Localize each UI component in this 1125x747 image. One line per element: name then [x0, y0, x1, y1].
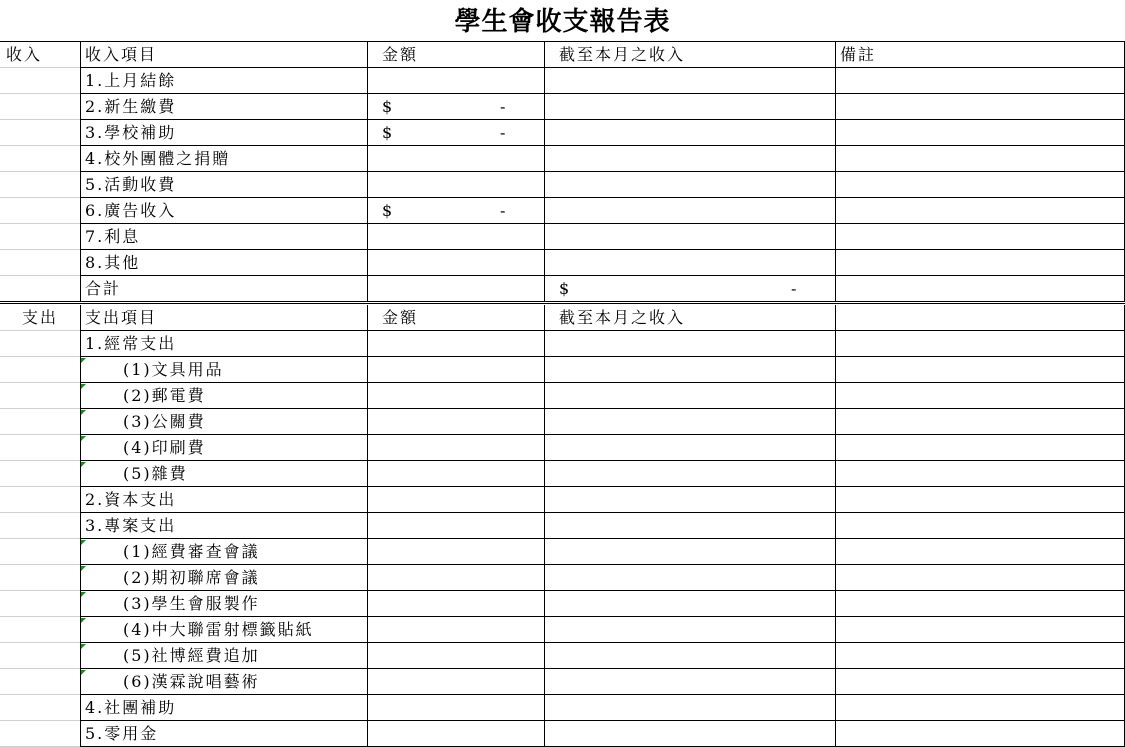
income-cumulative-cell[interactable] — [544, 198, 835, 224]
income-cumulative-cell[interactable] — [544, 172, 835, 198]
expense-item-label[interactable]: (3)公關費 — [80, 409, 367, 435]
income-amount-cell[interactable] — [367, 198, 544, 224]
expense-amount-cell[interactable] — [367, 539, 544, 565]
expense-section-label: 支出 — [0, 305, 80, 331]
notes-header: 備註 — [835, 42, 1125, 68]
expense-item-row — [0, 721, 1125, 747]
blank-cell[interactable] — [0, 409, 80, 435]
expense-cumulative-cell[interactable] — [544, 409, 835, 435]
currency-symbol: $ — [382, 97, 395, 116]
currency-symbol: $ — [382, 201, 395, 220]
expense-item-row — [0, 409, 1125, 435]
notes-cell[interactable] — [835, 617, 1125, 643]
blank-cell[interactable] — [0, 695, 80, 721]
comment-marker-icon — [81, 410, 86, 415]
notes-cell[interactable] — [835, 591, 1125, 617]
notes-cell[interactable] — [835, 94, 1125, 120]
income-item-label[interactable]: 5.活動收費 — [80, 172, 367, 198]
expense-item-label[interactable]: 4.社團補助 — [80, 695, 367, 721]
blank-cell[interactable] — [0, 224, 80, 250]
blank-cell[interactable] — [0, 461, 80, 487]
comment-marker-icon — [81, 540, 86, 545]
blank-cell[interactable] — [0, 276, 80, 302]
income-cumulative-cell[interactable] — [544, 146, 835, 172]
expense-cumulative-cell[interactable] — [544, 383, 835, 409]
blank-cell[interactable] — [0, 617, 80, 643]
income-header-row — [0, 42, 1125, 68]
income-item-row — [0, 198, 1125, 224]
notes-cell[interactable] — [835, 487, 1125, 513]
income-amount-cell[interactable] — [367, 120, 544, 146]
expense-item-row — [0, 461, 1125, 487]
notes-cell[interactable] — [835, 120, 1125, 146]
expense-item-row — [0, 383, 1125, 409]
income-item-header: 收入項目 — [80, 42, 367, 68]
expense-item-row — [0, 617, 1125, 643]
income-item-label[interactable]: 1.上月結餘 — [80, 68, 367, 94]
comment-marker-icon — [81, 566, 86, 571]
expense-item-row — [0, 669, 1125, 695]
expense-amount-cell[interactable] — [367, 591, 544, 617]
currency-symbol: $ — [559, 279, 572, 298]
notes-cell[interactable] — [835, 643, 1125, 669]
income-amount-cell[interactable] — [367, 94, 544, 120]
blank-cell[interactable] — [0, 487, 80, 513]
income-item-label[interactable]: 7.利息 — [80, 224, 367, 250]
expense-amount-cell[interactable] — [367, 409, 544, 435]
expense-item-label[interactable]: (3)學生會服製作 — [80, 591, 367, 617]
comment-marker-icon — [81, 670, 86, 675]
expense-item-label[interactable]: (1)經費審查會議 — [80, 539, 367, 565]
expense-amount-cell[interactable] — [367, 435, 544, 461]
blank-cell[interactable] — [0, 591, 80, 617]
income-item-label[interactable]: 6.廣告收入 — [80, 198, 367, 224]
income-item-row — [0, 172, 1125, 198]
expense-amount-cell[interactable] — [367, 331, 544, 357]
expense-item-row — [0, 591, 1125, 617]
zero-dash: - — [791, 279, 799, 298]
notes-cell[interactable] — [835, 565, 1125, 591]
expense-cumulative-cell[interactable] — [544, 695, 835, 721]
blank-cell[interactable] — [0, 68, 80, 94]
expense-item-row — [0, 565, 1125, 591]
notes-cell[interactable] — [835, 276, 1125, 302]
blank-cell[interactable] — [0, 539, 80, 565]
income-amount-cell[interactable] — [367, 224, 544, 250]
blank-cell[interactable] — [0, 146, 80, 172]
expense-item-label[interactable]: 2.資本支出 — [80, 487, 367, 513]
expense-item-label[interactable]: (5)社博經費追加 — [80, 643, 367, 669]
expense-cumulative-cell[interactable] — [544, 539, 835, 565]
expense-item-label[interactable]: (6)漢霖說唱藝術 — [80, 669, 367, 695]
notes-cell[interactable] — [835, 669, 1125, 695]
expense-item-row — [0, 539, 1125, 565]
expense-amount-header: 金額 — [367, 305, 544, 331]
notes-cell[interactable] — [835, 305, 1125, 331]
income-amount-cell[interactable] — [367, 146, 544, 172]
expense-amount-cell[interactable] — [367, 487, 544, 513]
notes-cell[interactable] — [835, 357, 1125, 383]
comment-marker-icon — [81, 384, 86, 389]
expense-item-label[interactable]: (5)雜費 — [80, 461, 367, 487]
blank-cell[interactable] — [0, 172, 80, 198]
zero-dash: - — [500, 123, 508, 142]
expense-header-row — [0, 305, 1125, 331]
income-amount-cell[interactable] — [367, 172, 544, 198]
expense-cumulative-cell[interactable] — [544, 591, 835, 617]
income-cumulative-header: 截至本月之收入 — [544, 42, 835, 68]
expense-item-label[interactable]: (1)文具用品 — [80, 357, 367, 383]
expense-item-row — [0, 487, 1125, 513]
expense-item-label[interactable]: 3.專案支出 — [80, 513, 367, 539]
income-cumulative-cell[interactable] — [544, 94, 835, 120]
blank-cell[interactable] — [0, 198, 80, 224]
notes-cell[interactable] — [835, 224, 1125, 250]
income-total-label[interactable]: 合計 — [80, 276, 367, 302]
expense-amount-cell[interactable] — [367, 669, 544, 695]
notes-cell[interactable] — [835, 461, 1125, 487]
income-total-amount-cell[interactable] — [367, 276, 544, 302]
expense-cumulative-cell[interactable] — [544, 435, 835, 461]
blank-cell[interactable] — [0, 383, 80, 409]
expense-cumulative-cell[interactable] — [544, 565, 835, 591]
notes-cell[interactable] — [835, 146, 1125, 172]
notes-cell[interactable] — [835, 435, 1125, 461]
expense-amount-cell[interactable] — [367, 617, 544, 643]
expense-item-header: 支出項目 — [80, 305, 367, 331]
expense-cumulative-cell[interactable] — [544, 721, 835, 747]
zero-dash: - — [500, 201, 508, 220]
notes-cell[interactable] — [835, 695, 1125, 721]
expense-item-row — [0, 357, 1125, 383]
comment-marker-icon — [81, 592, 86, 597]
expense-item-label[interactable]: 1.經常支出 — [80, 331, 367, 357]
expense-item-row — [0, 435, 1125, 461]
blank-cell[interactable] — [0, 250, 80, 276]
expense-cumulative-cell[interactable] — [544, 643, 835, 669]
notes-cell[interactable] — [835, 383, 1125, 409]
income-item-label[interactable]: 2.新生繳費 — [80, 94, 367, 120]
expense-item-row — [0, 643, 1125, 669]
comment-marker-icon — [81, 618, 86, 623]
income-item-row — [0, 94, 1125, 120]
expense-amount-cell[interactable] — [367, 461, 544, 487]
blank-cell[interactable] — [0, 643, 80, 669]
expense-cumulative-cell[interactable] — [544, 513, 835, 539]
expense-item-label[interactable]: 5.零用金 — [80, 721, 367, 747]
blank-cell[interactable] — [0, 120, 80, 146]
income-total-cumulative-cell[interactable] — [544, 276, 835, 302]
notes-cell[interactable] — [835, 198, 1125, 224]
blank-cell[interactable] — [0, 331, 80, 357]
blank-cell[interactable] — [0, 721, 80, 747]
expense-amount-cell[interactable] — [367, 643, 544, 669]
expense-cumulative-cell[interactable] — [544, 487, 835, 513]
expense-amount-cell[interactable] — [367, 721, 544, 747]
income-item-row — [0, 120, 1125, 146]
expense-item-label[interactable]: (4)印刷費 — [80, 435, 367, 461]
expense-cumulative-cell[interactable] — [544, 669, 835, 695]
notes-cell[interactable] — [835, 250, 1125, 276]
expense-item-label[interactable]: (2)郵電費 — [80, 383, 367, 409]
expense-cumulative-cell[interactable] — [544, 331, 835, 357]
income-item-row — [0, 250, 1125, 276]
blank-cell[interactable] — [0, 565, 80, 591]
expense-cumulative-cell[interactable] — [544, 617, 835, 643]
income-amount-cell[interactable] — [367, 68, 544, 94]
blank-cell[interactable] — [0, 435, 80, 461]
income-total-row — [0, 276, 1125, 302]
income-section-label: 收入 — [0, 42, 80, 68]
income-item-label[interactable]: 4.校外團體之捐贈 — [80, 146, 367, 172]
expense-amount-cell[interactable] — [367, 383, 544, 409]
expense-item-row — [0, 695, 1125, 721]
report-title: 學生會收支報告表 — [454, 7, 671, 37]
income-item-row — [0, 146, 1125, 172]
expense-amount-cell[interactable] — [367, 565, 544, 591]
blank-cell[interactable] — [0, 669, 80, 695]
notes-cell[interactable] — [835, 409, 1125, 435]
expense-item-label[interactable]: (2)期初聯席會議 — [80, 565, 367, 591]
expense-cumulative-cell[interactable] — [544, 357, 835, 383]
notes-cell[interactable] — [835, 539, 1125, 565]
expense-cumulative-header: 截至本月之收入 — [544, 305, 835, 331]
expense-item-row — [0, 331, 1125, 357]
income-cumulative-cell[interactable] — [544, 68, 835, 94]
income-item-label[interactable]: 8.其他 — [80, 250, 367, 276]
section-divider — [0, 301, 1125, 304]
expense-item-row — [0, 513, 1125, 539]
expense-amount-cell[interactable] — [367, 357, 544, 383]
income-amount-header: 金額 — [367, 42, 544, 68]
income-cumulative-cell[interactable] — [544, 250, 835, 276]
income-item-label[interactable]: 3.學校補助 — [80, 120, 367, 146]
notes-cell[interactable] — [835, 68, 1125, 94]
income-amount-cell[interactable] — [367, 250, 544, 276]
notes-cell[interactable] — [835, 513, 1125, 539]
comment-marker-icon — [81, 462, 86, 467]
income-cumulative-cell[interactable] — [544, 120, 835, 146]
notes-cell[interactable] — [835, 331, 1125, 357]
blank-cell[interactable] — [0, 513, 80, 539]
comment-marker-icon — [81, 436, 86, 441]
income-item-row — [0, 224, 1125, 250]
blank-cell[interactable] — [0, 94, 80, 120]
comment-marker-icon — [81, 644, 86, 649]
expense-amount-cell[interactable] — [367, 513, 544, 539]
notes-cell[interactable] — [835, 172, 1125, 198]
income-item-row — [0, 68, 1125, 94]
expense-cumulative-cell[interactable] — [544, 461, 835, 487]
notes-cell[interactable] — [835, 721, 1125, 747]
comment-marker-icon — [81, 358, 86, 363]
income-cumulative-cell[interactable] — [544, 224, 835, 250]
expense-amount-cell[interactable] — [367, 695, 544, 721]
blank-cell[interactable] — [0, 357, 80, 383]
currency-symbol: $ — [382, 123, 395, 142]
zero-dash: - — [500, 97, 508, 116]
expense-item-label[interactable]: (4)中大聯雷射標籤貼紙 — [80, 617, 367, 643]
